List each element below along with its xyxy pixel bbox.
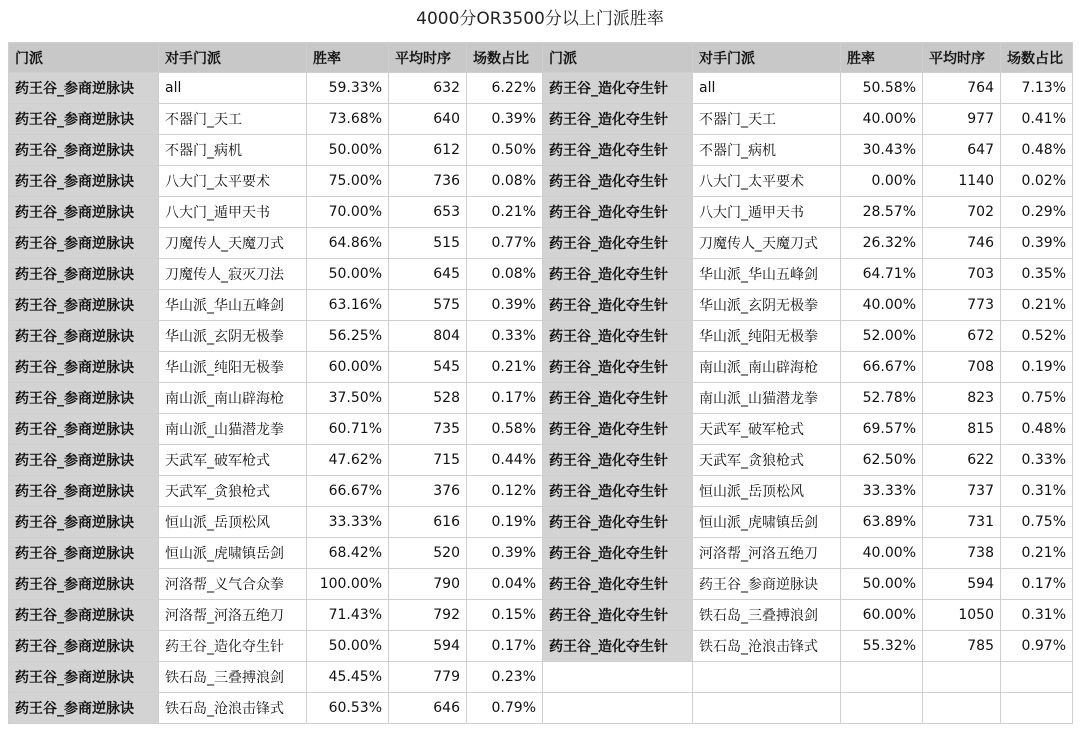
header-cell[interactable]: 平均时序 (389, 43, 467, 73)
winrate-cell[interactable]: 75.00% (307, 166, 389, 197)
avg-time-cell[interactable]: 645 (389, 259, 467, 290)
sect-cell[interactable]: 药王谷_造化夺生针 (543, 569, 693, 600)
header-cell[interactable]: 胜率 (841, 43, 923, 73)
sheet-title: 4000分OR3500分以上门派胜率 (416, 9, 664, 29)
table-row (9, 73, 1073, 104)
avg-time-cell[interactable]: 708 (923, 352, 1001, 383)
table-row (9, 476, 1073, 507)
opponent-cell[interactable]: 天武军_贪狼枪式 (693, 445, 841, 476)
match-share-cell[interactable]: 0.19% (467, 507, 543, 538)
winrate-cell[interactable]: 62.50% (841, 445, 923, 476)
table-row (9, 166, 1073, 197)
winrate-cell[interactable]: 60.53% (307, 693, 389, 724)
avg-time-cell[interactable]: 790 (389, 569, 467, 600)
match-share-cell[interactable]: 0.15% (467, 600, 543, 631)
winrate-cell[interactable]: 45.45% (307, 662, 389, 693)
opponent-cell[interactable]: 河洛帮_河洛五绝刀 (159, 600, 307, 631)
opponent-cell[interactable]: 铁石岛_沧浪击锋式 (693, 631, 841, 662)
winrate-cell[interactable]: 50.58% (841, 73, 923, 104)
match-share-cell[interactable]: 7.13% (1001, 73, 1073, 104)
winrate-cell[interactable]: 26.32% (841, 228, 923, 259)
opponent-cell[interactable]: 华山派_玄阴无极拳 (693, 290, 841, 321)
header-cell[interactable]: 场数占比 (1001, 43, 1073, 73)
avg-time-cell[interactable]: 646 (389, 693, 467, 724)
opponent-cell[interactable]: all (693, 73, 841, 104)
sect-cell[interactable]: 药王谷_造化夺生针 (543, 73, 693, 104)
sect-cell[interactable]: 药王谷_造化夺生针 (543, 631, 693, 662)
table-row (9, 321, 1073, 352)
opponent-cell[interactable]: 恒山派_岳顶松风 (159, 507, 307, 538)
match-share-cell[interactable]: 0.39% (467, 104, 543, 135)
opponent-cell[interactable]: 铁石岛_沧浪击锋式 (159, 693, 307, 724)
winrate-cell[interactable]: 70.00% (307, 197, 389, 228)
winrate-cell[interactable]: 63.16% (307, 290, 389, 321)
sect-cell[interactable]: 药王谷_造化夺生针 (543, 197, 693, 228)
sect-cell[interactable]: 药王谷_造化夺生针 (543, 476, 693, 507)
sect-cell[interactable]: 药王谷_参商逆脉诀 (9, 321, 159, 352)
sect-cell[interactable]: 药王谷_造化夺生针 (543, 352, 693, 383)
avg-time-cell[interactable]: 736 (389, 166, 467, 197)
stats-table (8, 42, 1073, 724)
match-share-cell[interactable]: 0.21% (467, 352, 543, 383)
avg-time-cell[interactable]: 764 (923, 73, 1001, 104)
match-share-cell[interactable]: 0.44% (467, 445, 543, 476)
sect-cell[interactable]: 药王谷_造化夺生针 (543, 259, 693, 290)
winrate-cell[interactable]: 40.00% (841, 538, 923, 569)
sect-cell[interactable]: 药王谷_造化夺生针 (543, 135, 693, 166)
table-row (9, 507, 1073, 538)
opponent-cell[interactable]: 药王谷_造化夺生针 (159, 631, 307, 662)
opponent-cell[interactable]: 河洛帮_义气合众拳 (159, 569, 307, 600)
header-cell[interactable]: 平均时序 (923, 43, 1001, 73)
avg-time-cell[interactable]: 622 (923, 445, 1001, 476)
winrate-cell[interactable]: 50.00% (307, 259, 389, 290)
match-share-cell[interactable]: 0.48% (1001, 135, 1073, 166)
match-share-cell[interactable]: 0.33% (1001, 445, 1073, 476)
opponent-cell[interactable]: 华山派_纯阳无极拳 (159, 352, 307, 383)
winrate-cell[interactable]: 40.00% (841, 104, 923, 135)
avg-time-cell[interactable]: 1050 (923, 600, 1001, 631)
match-share-cell[interactable]: 0.77% (467, 228, 543, 259)
avg-time-cell[interactable]: 616 (389, 507, 467, 538)
table-row (9, 693, 1073, 724)
sect-cell[interactable]: 药王谷_参商逆脉诀 (9, 228, 159, 259)
avg-time-cell[interactable]: 823 (923, 383, 1001, 414)
winrate-cell[interactable]: 60.00% (841, 600, 923, 631)
match-share-cell[interactable]: 0.17% (467, 631, 543, 662)
avg-time-cell[interactable]: 545 (389, 352, 467, 383)
header-cell[interactable]: 对手门派 (693, 43, 841, 73)
avg-time-cell[interactable]: 737 (923, 476, 1001, 507)
match-share-cell[interactable]: 0.33% (467, 321, 543, 352)
match-share-cell[interactable]: 0.97% (1001, 631, 1073, 662)
match-share-cell[interactable]: 0.23% (467, 662, 543, 693)
match-share-cell[interactable]: 0.31% (1001, 600, 1073, 631)
empty-cell[interactable] (693, 662, 841, 693)
opponent-cell[interactable]: 华山派_华山五峰剑 (159, 290, 307, 321)
opponent-cell[interactable]: 恒山派_虎啸镇岳剑 (159, 538, 307, 569)
table-row (9, 383, 1073, 414)
sect-cell[interactable]: 药王谷_参商逆脉诀 (9, 135, 159, 166)
avg-time-cell[interactable]: 746 (923, 228, 1001, 259)
empty-cell[interactable] (1001, 693, 1073, 724)
sect-cell[interactable]: 药王谷_参商逆脉诀 (9, 445, 159, 476)
match-share-cell[interactable]: 0.39% (1001, 228, 1073, 259)
header-cell[interactable]: 门派 (9, 43, 159, 73)
sect-cell[interactable]: 药王谷_造化夺生针 (543, 414, 693, 445)
opponent-cell[interactable]: 刀魔传人_天魔刀式 (693, 228, 841, 259)
opponent-cell[interactable]: 八大门_遁甲天书 (159, 197, 307, 228)
match-share-cell[interactable]: 0.52% (1001, 321, 1073, 352)
table-row (9, 290, 1073, 321)
match-share-cell[interactable]: 0.50% (467, 135, 543, 166)
match-share-cell[interactable]: 0.17% (1001, 569, 1073, 600)
opponent-cell[interactable]: 药王谷_参商逆脉诀 (693, 569, 841, 600)
avg-time-cell[interactable]: 672 (923, 321, 1001, 352)
match-share-cell[interactable]: 0.17% (467, 383, 543, 414)
empty-cell[interactable] (841, 693, 923, 724)
match-share-cell[interactable]: 0.79% (467, 693, 543, 724)
match-share-cell[interactable]: 0.08% (467, 259, 543, 290)
table-body (9, 73, 1073, 724)
winrate-cell[interactable]: 100.00% (307, 569, 389, 600)
avg-time-cell[interactable]: 640 (389, 104, 467, 135)
sect-cell[interactable]: 药王谷_参商逆脉诀 (9, 631, 159, 662)
winrate-cell[interactable]: 30.43% (841, 135, 923, 166)
sect-cell[interactable]: 药王谷_造化夺生针 (543, 228, 693, 259)
sect-cell[interactable]: 药王谷_造化夺生针 (543, 321, 693, 352)
sect-cell[interactable]: 药王谷_参商逆脉诀 (9, 104, 159, 135)
empty-cell[interactable] (693, 693, 841, 724)
opponent-cell[interactable]: 恒山派_岳顶松风 (693, 476, 841, 507)
winrate-cell[interactable]: 52.78% (841, 383, 923, 414)
opponent-cell[interactable]: 铁石岛_三叠搏浪剑 (693, 600, 841, 631)
table-row (9, 104, 1073, 135)
header-cell[interactable]: 门派 (543, 43, 693, 73)
opponent-cell[interactable]: 华山派_华山五峰剑 (693, 259, 841, 290)
avg-time-cell[interactable]: 515 (389, 228, 467, 259)
avg-time-cell[interactable]: 804 (389, 321, 467, 352)
avg-time-cell[interactable]: 520 (389, 538, 467, 569)
sect-cell[interactable]: 药王谷_参商逆脉诀 (9, 693, 159, 724)
avg-time-cell[interactable]: 773 (923, 290, 1001, 321)
avg-time-cell[interactable]: 735 (389, 414, 467, 445)
opponent-cell[interactable]: 铁石岛_三叠搏浪剑 (159, 662, 307, 693)
winrate-cell[interactable]: 50.00% (307, 135, 389, 166)
table-row (9, 259, 1073, 290)
table-row (9, 197, 1073, 228)
sect-cell[interactable]: 药王谷_造化夺生针 (543, 538, 693, 569)
sect-cell[interactable]: 药王谷_造化夺生针 (543, 507, 693, 538)
match-share-cell[interactable]: 6.22% (467, 73, 543, 104)
sect-cell[interactable]: 药王谷_参商逆脉诀 (9, 166, 159, 197)
winrate-cell[interactable]: 50.00% (841, 569, 923, 600)
winrate-cell[interactable]: 66.67% (307, 476, 389, 507)
empty-cell[interactable] (923, 693, 1001, 724)
sect-cell[interactable]: 药王谷_参商逆脉诀 (9, 414, 159, 445)
winrate-cell[interactable]: 63.89% (841, 507, 923, 538)
avg-time-cell[interactable]: 653 (389, 197, 467, 228)
opponent-cell[interactable]: 天武军_破军枪式 (693, 414, 841, 445)
avg-time-cell[interactable]: 703 (923, 259, 1001, 290)
header-cell[interactable]: 对手门派 (159, 43, 307, 73)
winrate-cell[interactable]: 55.32% (841, 631, 923, 662)
table-row (9, 445, 1073, 476)
avg-time-cell[interactable]: 792 (389, 600, 467, 631)
winrate-cell[interactable]: 64.71% (841, 259, 923, 290)
winrate-cell[interactable]: 52.00% (841, 321, 923, 352)
avg-time-cell[interactable]: 785 (923, 631, 1001, 662)
avg-time-cell[interactable]: 702 (923, 197, 1001, 228)
opponent-cell[interactable]: 华山派_玄阴无极拳 (159, 321, 307, 352)
sect-cell[interactable]: 药王谷_参商逆脉诀 (9, 259, 159, 290)
table-row (9, 631, 1073, 662)
opponent-cell[interactable]: 天武军_贪狼枪式 (159, 476, 307, 507)
sect-cell[interactable]: 药王谷_参商逆脉诀 (9, 600, 159, 631)
opponent-cell[interactable]: 南山派_山猫潜龙拳 (159, 414, 307, 445)
opponent-cell[interactable]: 不器门_病机 (159, 135, 307, 166)
empty-cell[interactable] (1001, 662, 1073, 693)
avg-time-cell[interactable]: 632 (389, 73, 467, 104)
opponent-cell[interactable]: 不器门_病机 (693, 135, 841, 166)
avg-time-cell[interactable]: 528 (389, 383, 467, 414)
match-share-cell[interactable]: 0.08% (467, 166, 543, 197)
winrate-cell[interactable]: 60.71% (307, 414, 389, 445)
match-share-cell[interactable]: 0.12% (467, 476, 543, 507)
opponent-cell[interactable]: 天武军_破军枪式 (159, 445, 307, 476)
sect-cell[interactable]: 药王谷_参商逆脉诀 (9, 569, 159, 600)
sect-cell[interactable]: 药王谷_造化夺生针 (543, 445, 693, 476)
match-share-cell[interactable]: 0.39% (467, 290, 543, 321)
header-cell[interactable]: 胜率 (307, 43, 389, 73)
sect-cell[interactable]: 药王谷_参商逆脉诀 (9, 352, 159, 383)
avg-time-cell[interactable]: 612 (389, 135, 467, 166)
match-share-cell[interactable]: 0.02% (1001, 166, 1073, 197)
match-share-cell[interactable]: 0.75% (1001, 507, 1073, 538)
opponent-cell[interactable]: 不器门_天工 (159, 104, 307, 135)
winrate-cell[interactable]: 73.68% (307, 104, 389, 135)
opponent-cell[interactable]: 不器门_天工 (693, 104, 841, 135)
winrate-cell[interactable]: 33.33% (307, 507, 389, 538)
sect-cell[interactable]: 药王谷_参商逆脉诀 (9, 507, 159, 538)
table-row (9, 414, 1073, 445)
sect-cell[interactable]: 药王谷_参商逆脉诀 (9, 662, 159, 693)
avg-time-cell[interactable]: 376 (389, 476, 467, 507)
match-share-cell[interactable]: 0.21% (467, 197, 543, 228)
winrate-cell[interactable]: 59.33% (307, 73, 389, 104)
avg-time-cell[interactable]: 594 (389, 631, 467, 662)
empty-cell[interactable] (543, 693, 693, 724)
table-row (9, 135, 1073, 166)
winrate-cell[interactable]: 28.57% (841, 197, 923, 228)
winrate-cell[interactable]: 33.33% (841, 476, 923, 507)
sect-cell[interactable]: 药王谷_参商逆脉诀 (9, 197, 159, 228)
winrate-cell[interactable]: 0.00% (841, 166, 923, 197)
winrate-cell[interactable]: 69.57% (841, 414, 923, 445)
opponent-cell[interactable]: 八大门_太平要术 (159, 166, 307, 197)
opponent-cell[interactable]: 八大门_遁甲天书 (693, 197, 841, 228)
header-row (9, 43, 1073, 73)
empty-cell[interactable] (841, 662, 923, 693)
sect-cell[interactable]: 药王谷_参商逆脉诀 (9, 383, 159, 414)
avg-time-cell[interactable]: 977 (923, 104, 1001, 135)
opponent-cell[interactable]: 恒山派_虎啸镇岳剑 (693, 507, 841, 538)
avg-time-cell[interactable]: 715 (389, 445, 467, 476)
sect-cell[interactable]: 药王谷_参商逆脉诀 (9, 476, 159, 507)
match-share-cell[interactable]: 0.21% (1001, 538, 1073, 569)
header-cell[interactable]: 场数占比 (467, 43, 543, 73)
winrate-cell[interactable]: 50.00% (307, 631, 389, 662)
avg-time-cell[interactable]: 647 (923, 135, 1001, 166)
sect-cell[interactable]: 药王谷_造化夺生针 (543, 600, 693, 631)
opponent-cell[interactable]: 南山派_南山辟海枪 (159, 383, 307, 414)
match-share-cell[interactable]: 0.41% (1001, 104, 1073, 135)
opponent-cell[interactable]: 南山派_山猫潜龙拳 (693, 383, 841, 414)
winrate-cell[interactable]: 40.00% (841, 290, 923, 321)
match-share-cell[interactable]: 0.35% (1001, 259, 1073, 290)
match-share-cell[interactable]: 0.21% (1001, 290, 1073, 321)
table-row (9, 569, 1073, 600)
opponent-cell[interactable]: 刀魔传人_寂灭刀法 (159, 259, 307, 290)
opponent-cell[interactable]: all (159, 73, 307, 104)
winrate-cell[interactable]: 64.86% (307, 228, 389, 259)
winrate-cell[interactable]: 68.42% (307, 538, 389, 569)
avg-time-cell[interactable]: 594 (923, 569, 1001, 600)
sect-cell[interactable]: 药王谷_造化夺生针 (543, 383, 693, 414)
opponent-cell[interactable]: 南山派_南山辟海枪 (693, 352, 841, 383)
table-row (9, 538, 1073, 569)
table-row (9, 662, 1073, 693)
empty-cell[interactable] (543, 662, 693, 693)
winrate-cell[interactable]: 37.50% (307, 383, 389, 414)
match-share-cell[interactable]: 0.39% (467, 538, 543, 569)
empty-cell[interactable] (923, 662, 1001, 693)
avg-time-cell[interactable]: 1140 (923, 166, 1001, 197)
avg-time-cell[interactable]: 779 (389, 662, 467, 693)
winrate-cell[interactable]: 66.67% (841, 352, 923, 383)
winrate-cell[interactable]: 47.62% (307, 445, 389, 476)
sect-cell[interactable]: 药王谷_造化夺生针 (543, 290, 693, 321)
winrate-cell[interactable]: 56.25% (307, 321, 389, 352)
match-share-cell[interactable]: 0.31% (1001, 476, 1073, 507)
avg-time-cell[interactable]: 731 (923, 507, 1001, 538)
match-share-cell[interactable]: 0.58% (467, 414, 543, 445)
avg-time-cell[interactable]: 738 (923, 538, 1001, 569)
match-share-cell[interactable]: 0.48% (1001, 414, 1073, 445)
match-share-cell[interactable]: 0.19% (1001, 352, 1073, 383)
sect-cell[interactable]: 药王谷_参商逆脉诀 (9, 73, 159, 104)
table-row (9, 352, 1073, 383)
winrate-cell[interactable]: 71.43% (307, 600, 389, 631)
opponent-cell[interactable]: 河洛帮_河洛五绝刀 (693, 538, 841, 569)
avg-time-cell[interactable]: 815 (923, 414, 1001, 445)
winrate-cell[interactable]: 60.00% (307, 352, 389, 383)
sect-cell[interactable]: 药王谷_造化夺生针 (543, 166, 693, 197)
avg-time-cell[interactable]: 575 (389, 290, 467, 321)
table-row (9, 228, 1073, 259)
match-share-cell[interactable]: 0.29% (1001, 197, 1073, 228)
sect-cell[interactable]: 药王谷_参商逆脉诀 (9, 538, 159, 569)
sect-cell[interactable]: 药王谷_造化夺生针 (543, 104, 693, 135)
match-share-cell[interactable]: 0.75% (1001, 383, 1073, 414)
match-share-cell[interactable]: 0.04% (467, 569, 543, 600)
opponent-cell[interactable]: 八大门_太平要术 (693, 166, 841, 197)
table-row (9, 600, 1073, 631)
opponent-cell[interactable]: 华山派_纯阳无极拳 (693, 321, 841, 352)
opponent-cell[interactable]: 刀魔传人_天魔刀式 (159, 228, 307, 259)
sect-cell[interactable]: 药王谷_参商逆脉诀 (9, 290, 159, 321)
